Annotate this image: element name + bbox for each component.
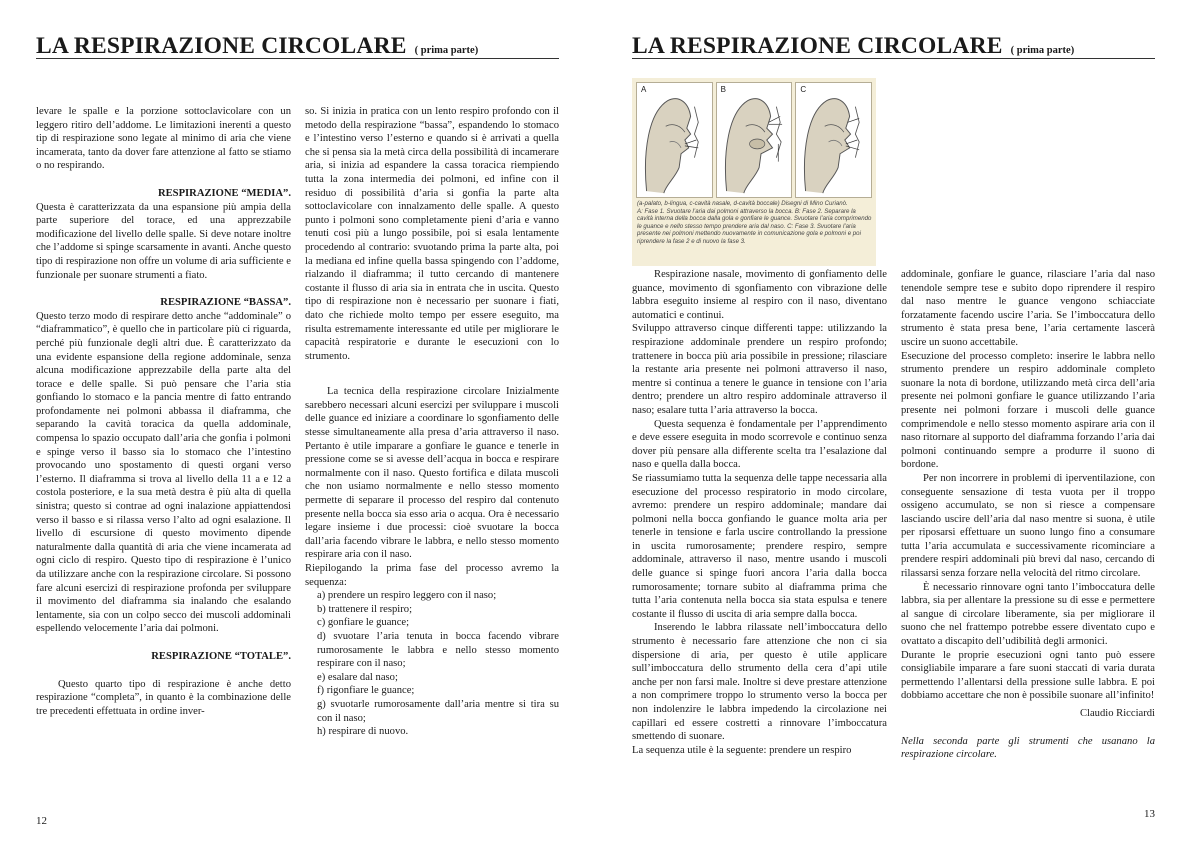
list-item: f) rigonfiare le guance; [317, 685, 415, 697]
paragraph: addominale, gonfiare le guance, rilasciare l’aria dal naso tenendole sempre tese e subito dopo riprendere il respiro dal naso mentre le guance vengono schiacciate forzatamente facendo uscire l’aria. Se l’imboccatura dello strumento è stata presa bene, l’aria certamente lascerà uscire un suono accettabile. [901, 269, 1155, 348]
paragraph: so. Si inizia in pratica con un lento respiro profondo con il metodo della respirazione “bassa”, espandendo lo stomaco e l’intestino verso l’esterno e quando si è arrivati a quella che si pensa sia la metà circa della possibilità di incamerare aria, si inizia ad espandere la cassa toracica riempiendo tutta la zona intermedia dei polmoni, ed infine con il residuo di possibilità d’aria si gonfia la parte alta sottoclavicolare con innalzamento delle spalle. A questo punto i polmoni sono completamente pieni d’aria e vanno tenuti così più a lungo possibile, poi si esala lentamente procedendo al contrario: svuotando prima la parte alta, poi la mediana ed infine quella bassa spingendo con l’addome, rialzando il diaframma; il tutto cercando di mantenere costante il flusso di aria sia in entrata che in uscita. Questo tipo di respirazione non è necessario per suonare i fiati, dato che richiede molto tempo per essere eseguito, ma risulta estremamente interessante ed utile per migliorare le capacità respiratorie e durante le esecuzioni con lo strumento. [305, 106, 559, 362]
head-cross-section-illustration [717, 83, 792, 197]
right-page [596, 0, 1191, 842]
paragraph: Questo terzo modo di respirare detto anche “addominale” o “diaframmatico”, è quello che in particolare più ci riguarda, perché più funzionale degli altri due. È caratterizzato da una evidente espansione della regione addominale, senza alcuna modificazione apprezzabile della parte alta del torace e delle spalle. Si può pensare che l’aria stia gonfiando lo stomaco e la pancia mentre di fatto entrando profondamente nei polmoni abbassa il diaframma, che separando la cavità toracica da quella addominale, compensa lo spazio occupato dall’aria che gonfia i polmoni e spinge verso il basso sia lo stomaco che l’intestino provocando uno spostamento di questi organi verso l’esterno. Il diaframma si trova al livello della 11 a e 12 a costola posteriore, e la sua metà destra è più alta di quella sinistra; questo si contrae ad ogni inalazione appiattendosi verso il basso e si rilassa verso l’alto ad ogni esalazione. Il livello di escursione di questo movimento dipende naturalmente dalla quantità di aria che viene incamerata ad ogni ciclo di respiro. Questo tipo di respirazione è l’unico da utilizzare anche con la respirazione circolare. Si possono fare alcuni esercizi di respirazione profonda per sviluppare il movimento del diaframma sia inalando che esalando lentamente, sia con un colpo secco dei muscoli addominali espellendo velocemente l’aria dai polmoni. [36, 310, 291, 635]
text-column-2 [901, 268, 1155, 762]
paragraph: Per non incorrere in problemi di iperventilazione, con conseguente sensazione di testa vuota per il troppo ossigeno accumulato, se non si riesce a compensare lasciando uscire dell’aria dal naso mentre si suona, è utile per riposarsi effettuare un suono lungo fino a consumare tutta l’aria accumulata e successivamente ricominciare a prendere respiri addominali più brevi dal naso, cercando di rilassarsi senza forzare nella velocità del ritmo circolare. [901, 472, 1155, 580]
caption-line: A: Fase 1. Svuotare l’aria dai polmoni attraverso la bocca. B: Fase 2. Separare la cavità interna della bocca dalla gola e gonfiare le guance. Svuotare l’aria comprimendo le guance e nello stesso tempo prendere aria dal naso. C: Fase 3. Svuotare l’aria presente nei polmoni mettendo nuovamente in comunicazione gola e polmoni e poi riprendere la fase 2 e di nuovo la fase 3. [637, 207, 872, 245]
page-number: 12 [36, 815, 47, 827]
list-item: h) respirare di nuovo. [317, 726, 409, 738]
head-cross-section-illustration [637, 83, 712, 197]
page-title [632, 33, 1074, 60]
list-item: b) trattenere il respiro; [317, 603, 413, 615]
author-signature: Claudio Ricciardi [1079, 708, 1155, 719]
figure-panel-c [795, 82, 872, 198]
paragraph: Se riassumiamo tutta la sequenza delle tappe necessaria alla esecuzione del processo respiratorio in modo circolare, avremo: prendere un respiro addominale; mandare dai polmoni nella bocca gonfiando le guance molta aria per tenerle in tensione e farla uscire controllando la pressione in uscita rumorosamente; prendere respiro, sempre addominale, attraverso il naso, mentre usando i muscoli delle guance si spinge fuori ancora l’aria dalla bocca rumorosamente; tornare subito al diaframma prima che tutta l’aria contenuta nella bocca sia stata espulsa e tenere costante il flusso di uscita di aria sempre dalla bocca. [632, 472, 887, 620]
panel-label: A [641, 85, 647, 94]
section-heading: RESPIRAZIONE “BASSA”. [160, 297, 291, 309]
section-heading: RESPIRAZIONE “MEDIA”. [157, 187, 291, 199]
paragraph: Inserendo le labbra rilassate nell’imboccatura dello strumento è necessario fare attenzione che non ci sia dispersione di aria, per questo è utile applicare sull’imboccatura dello strumento della cera d’api utile anche per non farsi male. Inoltre si deve prestare attenzione a non comprimere troppo lo strumento verso la bocca per non indolenzire le labbra impedendo la circolazione nei capillari ed essere costretti a rinnovare l’imboccatura smettendo di suonare. [632, 622, 887, 743]
title-subtitle: ( prima parte) [1010, 45, 1075, 56]
text-column-1 [632, 268, 887, 757]
page-number: 13 [1144, 808, 1155, 820]
paragraph: La sequenza utile è la seguente: prendere un respiro [632, 744, 852, 756]
list-item: c) gonfiare le guance; [317, 617, 410, 629]
title-rule [632, 58, 1155, 59]
title-text: LA RESPIRAZIONE CIRCOLARE [36, 33, 407, 59]
head-cross-section-illustration [796, 83, 871, 197]
paragraph: Respirazione nasale, movimento di gonfiamento delle guance, movimento di sgonfiamento con vibrazione delle labbra eseguito insieme al respiro con il naso, diventano automatici e continui. [632, 269, 887, 321]
panel-label: C [800, 85, 807, 94]
paragraph: È necessario rinnovare ogni tanto l’imboccatura delle labbra, sia per allentare la pressione su di esse e permettere al sangue di circolare liberamente, sia per migliorare il suono che nel frattempo potrebbe essere diventato cupo e ovattato a discapito dell’udibilità degli armonici. [901, 581, 1155, 648]
list-item: e) esalare dal naso; [317, 671, 398, 683]
list-item: g) svuotarle rumorosamente dall’aria mentre si tira su con il naso; [317, 698, 559, 724]
panel-label: B [720, 85, 727, 94]
paragraph: Riepilogando la prima fase del processo avremo la sequenza: [305, 563, 559, 588]
paragraph: Esecuzione del processo completo: inserire le labbra nello strumento prendere un respiro addominale completo suonare la nota di bordone, utilizzando metà circa dell’aria presente nei polmoni gonfiare le guance utilizzando l’aria presente nei polmoni forzare i muscoli delle guance comprimendole e nello stesso momento aspirare aria con il naso ritornare al supporto del diaframma forzando l’aria dai polmoni continuando sempre a produrre il suono di bordone. [901, 350, 1155, 471]
closing-note: Nella seconda parte gli strumenti che usanano la respirazione circolare. [901, 735, 1155, 761]
caption-line: (a-palato, b-lingua, c-cavità nasale, d-cavità boccale) Disegni di Mino Curianò. [637, 200, 848, 207]
page-title [36, 33, 478, 60]
figure-panels [636, 82, 872, 198]
figure-caption [637, 200, 873, 246]
list-item: a) prendere un respiro leggero con il naso; [317, 590, 497, 602]
figure-panel-a [636, 82, 713, 198]
paragraph: La tecnica della respirazione circolare Inizialmente sarebbero necessari alcuni esercizi per sviluppare i muscoli delle guance ed iniziare a coordinare lo sgonfiamento delle stesse simultaneamente alla presa d’aria attraverso il naso. Pertanto è utile imparare a gonfiare le guance e tenerle in pressione come se si avesse dell’acqua in bocca e respirare normalmente con il naso. Questo fortifica e dilata muscoli che non usiamo normalmente e nello stesso momento permette di separare il processo del respiro dal contenuto presente nella bocca sia esso aria o acqua. Ora è necessario legare insieme i due processi: cioè svuotare la bocca dall’aria facendo vibrare le labbra, e nello stesso momento respirare aria con il naso. [305, 386, 559, 561]
list-item: d) svuotare l’aria tenuta in bocca facendo vibrare rumorosamente le labbra e nello stesso momento respirare con il naso; [317, 630, 559, 670]
paragraph: Questa è caratterizzata da una espansione più ampia della parte superiore del torace, ed una apprezzabile modificazione del livello delle spalle. Si deve notare inoltre che l’addome si spinge scarsamente in avanti. Anche questo tipo di respirazione non offre un volume di aria sufficiente e funzionale per suonare strumenti a fiato. [36, 201, 291, 281]
figure-panel-b [716, 82, 793, 198]
text-column-2 [305, 105, 559, 739]
anatomy-figure [632, 78, 876, 266]
text-column-1 [36, 105, 291, 718]
section-heading: RESPIRAZIONE “TOTALE”. [151, 650, 291, 662]
paragraph: Durante le proprie esecuzioni ogni tanto può essere consigliabile imparare a fare suoni staccati di varia durata permettendo l’allentarsi della pressione sulle labbra. E poi dobbiamo accettare che non è possibile suonare all’infinito! [901, 649, 1155, 702]
left-page [0, 0, 595, 842]
paragraph: Questo quarto tipo di respirazione è anche detto respirazione “completa”, in quanto è la combinazione delle tre precedenti effettuata in ordine inver- [36, 678, 291, 717]
paragraph: Sviluppo attraverso cinque differenti tappe: utilizzando la respirazione addominale prendere un respiro profondo; trattenere in bocca più aria possibile in pressione; rilasciare la restante aria presente nei polmoni attraverso il naso, mentre si continua a tenere le guance in tensione con l’aria dentro; prendere un altro respiro addominale attraverso il naso; esalare tutta l’aria attraverso la bocca. [632, 323, 887, 416]
title-text: LA RESPIRAZIONE CIRCOLARE [632, 33, 1003, 59]
title-subtitle: ( prima parte) [414, 45, 479, 56]
paragraph: levare le spalle e la porzione sottoclavicolare con un leggero ritiro dell’addome. Le limitazioni inerenti a questo tip di respirazione sono legate al minimo di aria che viene incamerata, tanto da dover fare attenzione al fatto se stiamo o no respirando. [36, 106, 291, 172]
paragraph: Questa sequenza è fondamentale per l’apprendimento e deve essere eseguita in modo scorrevole e continuo senza dover più pensare alla differente scelta tra l’esalazione dal naso e quella dalla bocca. [632, 418, 887, 471]
title-rule [36, 58, 559, 59]
